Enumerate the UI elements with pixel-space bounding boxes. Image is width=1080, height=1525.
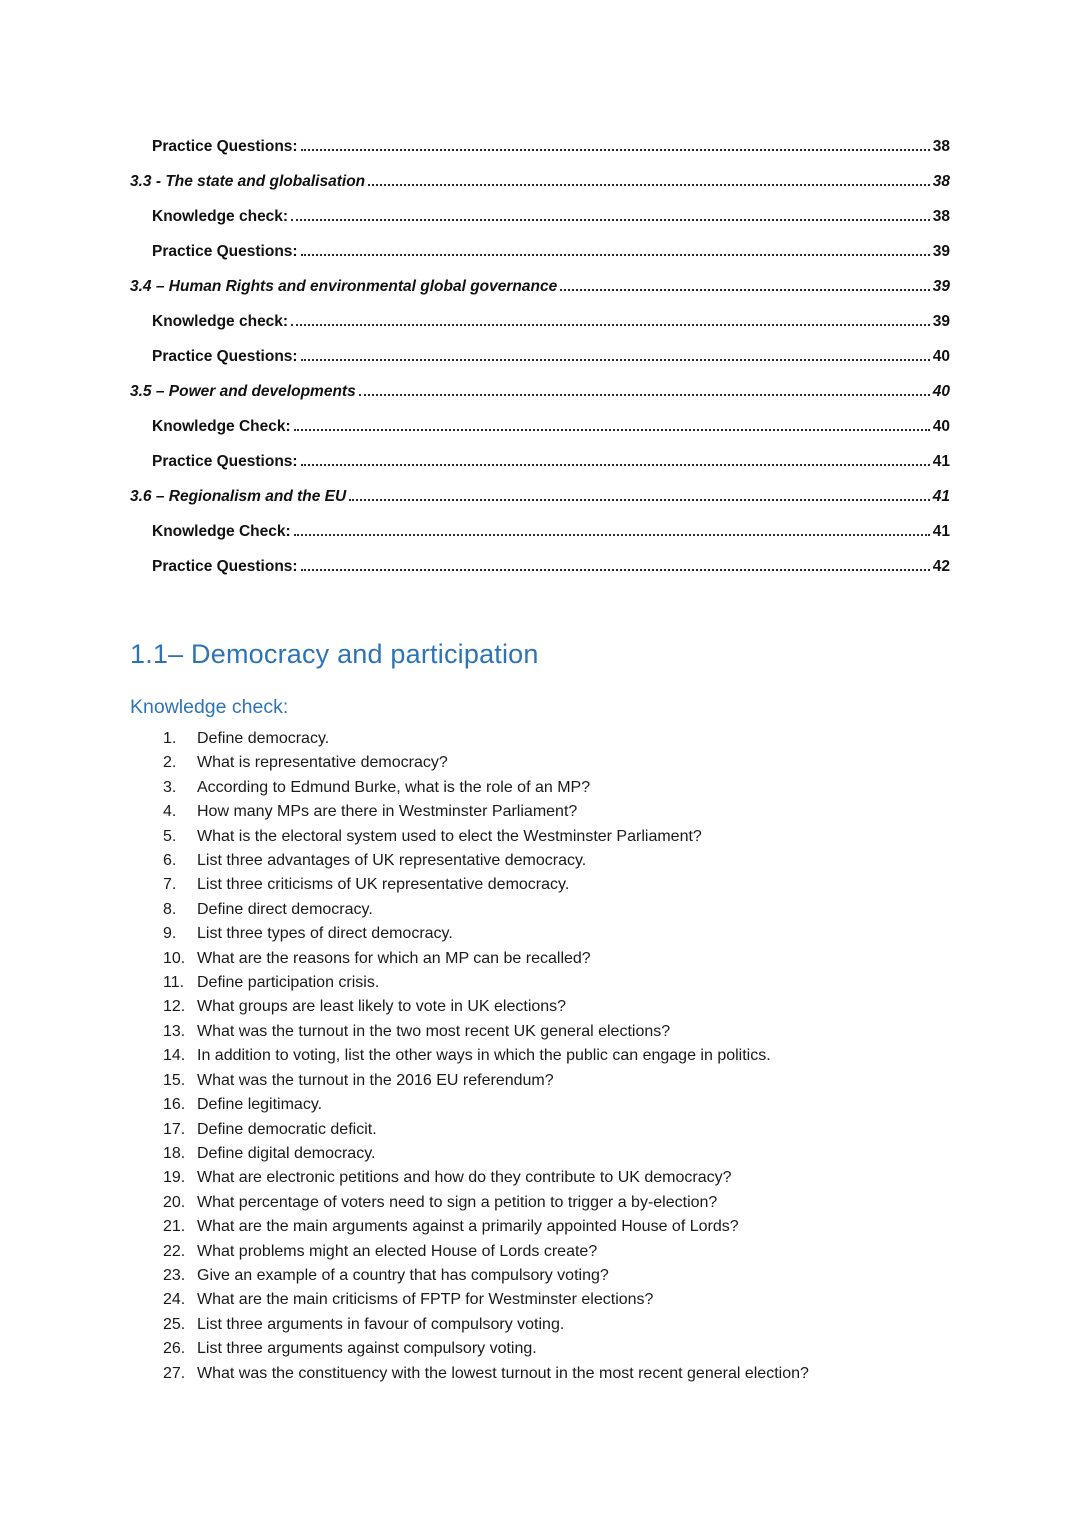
toc-page-number: 39: [932, 243, 950, 260]
question-text: Define democracy.: [197, 730, 330, 747]
question-item: [163, 1166, 950, 1190]
question-item: [163, 1215, 950, 1239]
toc-entry-label: Practice Questions:: [152, 243, 298, 260]
question-number: 3.: [163, 778, 177, 796]
toc-page-number: 38: [932, 138, 950, 155]
question-number: 15.: [163, 1071, 186, 1089]
question-text: List three arguments in favour of compulsory voting.: [197, 1315, 565, 1333]
table-of-contents: [130, 138, 950, 593]
question-number: 24.: [163, 1291, 186, 1309]
toc-leader-dots: [294, 534, 930, 536]
question-number: 16.: [163, 1096, 186, 1114]
question-text: Define digital democracy.: [197, 1144, 376, 1162]
question-number: 8.: [163, 900, 177, 918]
question-text: What was the turnout in the two most recent UK general elections?: [197, 1022, 671, 1040]
toc-leader-dots: [301, 464, 930, 466]
question-item: [163, 1020, 950, 1044]
question-number: 23.: [163, 1266, 186, 1284]
toc-entry-label: Knowledge check:: [152, 313, 289, 330]
question-text: List three advantages of UK representative democracy.: [197, 852, 587, 870]
toc-leader-dots: [291, 324, 930, 326]
question-item: [163, 922, 950, 946]
toc-leader-dots: [301, 149, 930, 151]
question-text: What groups are least likely to vote in UK elections?: [197, 998, 567, 1016]
question-number: 27.: [163, 1364, 186, 1382]
question-item: [163, 947, 950, 971]
question-item: [163, 1142, 950, 1166]
question-text: What is representative democracy?: [197, 754, 448, 772]
question-item: [163, 1240, 950, 1264]
toc-leader-dots: [368, 184, 930, 186]
question-item: [163, 1069, 950, 1093]
toc-page-number: 40: [932, 383, 950, 400]
toc-entry-label: 3.4 – Human Rights and environmental global governance: [130, 278, 558, 295]
question-number: 13.: [163, 1022, 186, 1040]
question-text: Give an example of a country that has compulsory voting?: [197, 1266, 609, 1284]
question-text: What was the turnout in the 2016 EU referendum?: [197, 1071, 554, 1089]
toc-entry[interactable]: [130, 173, 950, 208]
toc-page-number: 39: [932, 278, 950, 295]
question-text: According to Edmund Burke, what is the role of an MP?: [197, 778, 591, 796]
toc-entry-label: Knowledge check:: [152, 208, 289, 225]
question-item: [163, 1093, 950, 1117]
toc-leader-dots: [301, 254, 930, 256]
question-text: What problems might an elected House of Lords create?: [197, 1242, 598, 1260]
toc-entry-label: Practice Questions:: [152, 453, 298, 470]
toc-page-number: 41: [932, 488, 950, 505]
toc-entry-label: Practice Questions:: [152, 348, 298, 365]
toc-entry-label: Knowledge Check:: [152, 523, 291, 540]
toc-entry-label: 3.5 – Power and developments: [130, 383, 356, 400]
toc-entry[interactable]: [130, 313, 950, 348]
toc-leader-dots: [349, 499, 930, 501]
question-item: [163, 1191, 950, 1215]
question-text: What was the constituency with the lowest turnout in the most recent general election?: [197, 1364, 809, 1382]
question-number: 10.: [163, 949, 186, 967]
toc-entry-label: Practice Questions:: [152, 558, 298, 575]
toc-entry[interactable]: [130, 558, 950, 593]
toc-page-number: 38: [932, 208, 950, 225]
toc-entry-label: 3.3 - The state and globalisation: [130, 173, 366, 190]
question-text: What are the main arguments against a primarily appointed House of Lords?: [197, 1218, 739, 1236]
toc-entry-label: 3.6 – Regionalism and the EU: [130, 488, 347, 505]
question-text: List three arguments against compulsory voting.: [197, 1340, 537, 1358]
question-number: 21.: [163, 1218, 186, 1236]
toc-leader-dots: [301, 359, 930, 361]
subsection-heading: Knowledge check:: [130, 696, 289, 718]
question-item: [163, 1337, 950, 1361]
toc-entry[interactable]: [130, 418, 950, 453]
question-number: 5.: [163, 827, 177, 845]
question-text: What are the main criticisms of FPTP for Westminster elections?: [197, 1291, 654, 1309]
toc-entry[interactable]: [130, 488, 950, 523]
question-text: What are electronic petitions and how do they contribute to UK democracy?: [197, 1169, 732, 1187]
toc-entry[interactable]: [130, 348, 950, 383]
question-number: 1.: [163, 730, 177, 747]
toc-entry[interactable]: [130, 383, 950, 418]
question-item: [163, 1288, 950, 1312]
question-item: [163, 898, 950, 922]
question-text: Define democratic deficit.: [197, 1120, 377, 1138]
question-number: 11.: [163, 974, 185, 992]
question-text: What are the reasons for which an MP can be recalled?: [197, 949, 591, 967]
question-text: What percentage of voters need to sign a petition to trigger a by-election?: [197, 1193, 718, 1211]
question-number: 19.: [163, 1169, 186, 1187]
question-number: 14.: [163, 1047, 186, 1065]
question-item: [163, 849, 950, 873]
toc-entry[interactable]: [130, 208, 950, 243]
question-text: What is the electoral system used to elect the Westminster Parliament?: [197, 827, 702, 845]
question-item: [163, 1313, 950, 1337]
question-text: How many MPs are there in Westminster Parliament?: [197, 803, 578, 821]
toc-entry-label: Practice Questions:: [152, 138, 298, 155]
question-text: Define participation crisis.: [197, 974, 380, 992]
question-text: List three types of direct democracy.: [197, 925, 453, 943]
toc-entry[interactable]: [130, 523, 950, 558]
question-item: [163, 800, 950, 824]
question-text: Define legitimacy.: [197, 1096, 323, 1114]
question-number: 12.: [163, 998, 186, 1016]
toc-entry[interactable]: [130, 278, 950, 313]
question-item: [163, 1264, 950, 1288]
toc-page-number: 40: [932, 418, 950, 435]
toc-page-number: 41: [932, 523, 950, 540]
question-number: 4.: [163, 803, 177, 821]
question-item: [163, 1044, 950, 1068]
question-number: 25.: [163, 1315, 186, 1333]
toc-leader-dots: [301, 569, 930, 571]
section-heading: 1.1– Democracy and participation: [130, 639, 539, 669]
question-text: Define direct democracy.: [197, 900, 373, 918]
question-item: [163, 751, 950, 775]
question-item: [163, 1118, 950, 1142]
question-number: 20.: [163, 1193, 186, 1211]
toc-entry[interactable]: [130, 243, 950, 278]
toc-entry[interactable]: [130, 453, 950, 488]
question-item: [163, 776, 950, 800]
question-number: 6.: [163, 852, 177, 870]
toc-entry-label: Knowledge Check:: [152, 418, 291, 435]
question-number: 17.: [163, 1120, 186, 1138]
question-number: 26.: [163, 1340, 186, 1358]
question-text: In addition to voting, list the other ways in which the public can engage in politics.: [197, 1047, 771, 1065]
question-number: 9.: [163, 925, 177, 943]
question-item: [163, 825, 950, 849]
question-item: [163, 873, 950, 897]
question-list: [130, 727, 950, 1386]
toc-entry[interactable]: [130, 138, 950, 173]
question-item: [163, 971, 950, 995]
question-number: 22.: [163, 1242, 186, 1260]
toc-page-number: 40: [932, 348, 950, 365]
question-number: 7.: [163, 876, 177, 894]
question-item: [163, 1362, 950, 1386]
question-item: [163, 727, 950, 751]
toc-leader-dots: [359, 394, 930, 396]
toc-page-number: 39: [932, 313, 950, 330]
toc-page-number: 38: [932, 173, 950, 190]
toc-page-number: 41: [932, 453, 950, 470]
question-number: 18.: [163, 1144, 186, 1162]
question-text: List three criticisms of UK representative democracy.: [197, 876, 570, 894]
toc-leader-dots: [294, 429, 930, 431]
toc-leader-dots: [560, 289, 930, 291]
question-number: 2.: [163, 754, 177, 772]
question-item: [163, 995, 950, 1019]
toc-page-number: 42: [932, 558, 950, 575]
toc-leader-dots: [291, 219, 930, 221]
